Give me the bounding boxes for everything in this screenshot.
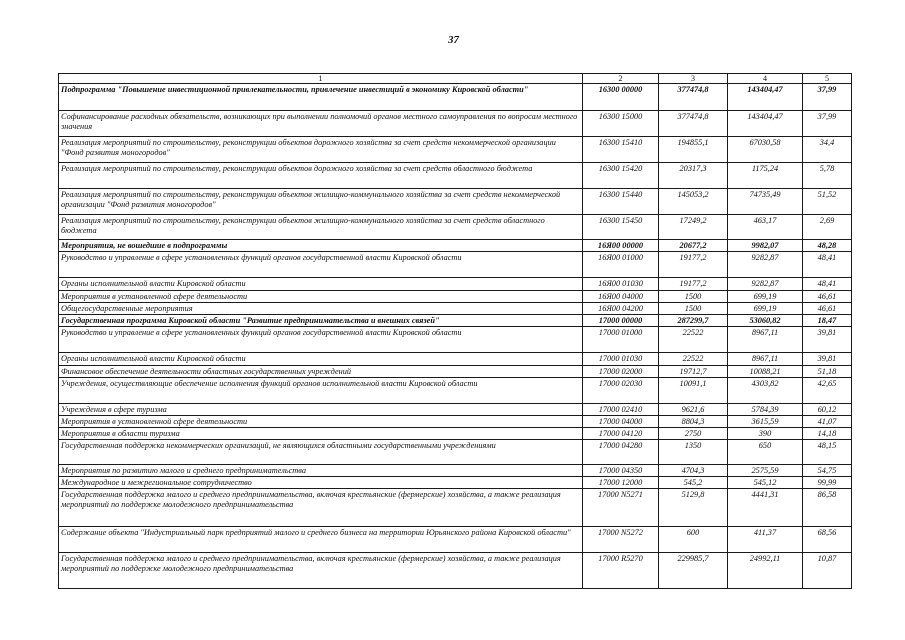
- row-plan-cell: 8804,3: [659, 416, 728, 428]
- table-header-row: [59, 74, 852, 84]
- row-name-cell: Международное и межрегиональное сотрудничество: [59, 477, 583, 489]
- row-plan-cell: 19177,2: [659, 252, 728, 278]
- table-row: [59, 327, 852, 353]
- row-percent-cell: 18,47: [803, 315, 852, 327]
- row-code-cell: 17000 N5272: [583, 527, 659, 553]
- row-name-cell: Софинансирование расходных обязательств, возникающих при выполнении полномочий органов местного самоуправления по вопросам местного значения: [59, 111, 583, 137]
- row-plan-cell: 9621,6: [659, 404, 728, 416]
- row-percent-cell: 54,75: [803, 465, 852, 477]
- row-actual-cell: 699,19: [728, 291, 803, 303]
- row-actual-cell: 1175,24: [728, 163, 803, 189]
- row-plan-cell: 20317,3: [659, 163, 728, 189]
- row-plan-cell: 377474,8: [659, 111, 728, 137]
- row-name-cell: Реализация мероприятий по строительству, реконструкции объектов жилищно-коммунального хозяйства за счет средств некоммерческой организации "Фонд развития моногородов": [59, 189, 583, 215]
- row-name-cell: Учреждения, осуществляющие обеспечение исполнения функций органов исполнительной власти Кировской области: [59, 378, 583, 404]
- table-row: [59, 315, 852, 327]
- row-plan-cell: 145053,2: [659, 189, 728, 215]
- row-percent-cell: 5,78: [803, 163, 852, 189]
- row-code-cell: 17000 01030: [583, 353, 659, 366]
- row-actual-cell: 699,19: [728, 303, 803, 315]
- table-row: [59, 440, 852, 465]
- row-name-cell: Мероприятия по развитию малого и среднего предпринимательства: [59, 465, 583, 477]
- page-number: 37: [448, 34, 459, 46]
- row-percent-cell: 48,28: [803, 240, 852, 252]
- row-code-cell: 17000 N5271: [583, 489, 659, 527]
- row-percent-cell: 10,87: [803, 553, 852, 589]
- row-actual-cell: 8967,11: [728, 353, 803, 366]
- table-row: [59, 465, 852, 477]
- row-code-cell: 16300 00000: [583, 84, 659, 111]
- table-row: [59, 527, 852, 553]
- row-actual-cell: 411,37: [728, 527, 803, 553]
- table-row: [59, 378, 852, 404]
- column-header: 5: [803, 74, 852, 84]
- row-plan-cell: 5129,8: [659, 489, 728, 527]
- row-name-cell: Мероприятия, не вошедшие в подпрограммы: [59, 240, 583, 252]
- row-name-cell: Органы исполнительной власти Кировской области: [59, 278, 583, 291]
- row-plan-cell: 10091,1: [659, 378, 728, 404]
- row-code-cell: 17000 02410: [583, 404, 659, 416]
- row-actual-cell: 3615,59: [728, 416, 803, 428]
- row-actual-cell: 9982,07: [728, 240, 803, 252]
- row-code-cell: 16300 15420: [583, 163, 659, 189]
- row-plan-cell: 1500: [659, 291, 728, 303]
- row-actual-cell: 463,17: [728, 215, 803, 240]
- row-name-cell: Содержание объекта "Индустриальный парк предприятий малого и среднего бизнеса на территории Юрьянского района Кировской области": [59, 527, 583, 553]
- row-actual-cell: 390: [728, 428, 803, 440]
- row-actual-cell: 8967,11: [728, 327, 803, 353]
- row-plan-cell: 22522: [659, 353, 728, 366]
- table-row: [59, 353, 852, 366]
- row-percent-cell: 48,15: [803, 440, 852, 465]
- row-plan-cell: 22522: [659, 327, 728, 353]
- row-code-cell: 16300 15000: [583, 111, 659, 137]
- row-plan-cell: 17249,2: [659, 215, 728, 240]
- row-name-cell: Мероприятия в установленной сфере деятельности: [59, 291, 583, 303]
- table-row: [59, 404, 852, 416]
- row-name-cell: Государственная программа Кировской области "Развитие предпринимательства и внешних связей": [59, 315, 583, 327]
- row-code-cell: 17000 04120: [583, 428, 659, 440]
- row-name-cell: Государственная поддержка некоммерческих организаций, не являющихся областными государственными учреждениями: [59, 440, 583, 465]
- row-actual-cell: 4441,31: [728, 489, 803, 527]
- row-code-cell: 17000 04000: [583, 416, 659, 428]
- column-header: 1: [59, 74, 583, 84]
- row-percent-cell: 46,61: [803, 291, 852, 303]
- row-percent-cell: 34,4: [803, 137, 852, 163]
- row-code-cell: 17000 12000: [583, 477, 659, 489]
- row-actual-cell: 10088,21: [728, 366, 803, 378]
- row-actual-cell: 67030,58: [728, 137, 803, 163]
- row-actual-cell: 143404,47: [728, 111, 803, 137]
- row-percent-cell: 60,12: [803, 404, 852, 416]
- table-row: [59, 477, 852, 489]
- row-actual-cell: 74735,49: [728, 189, 803, 215]
- row-actual-cell: 9282,87: [728, 278, 803, 291]
- row-percent-cell: 42,65: [803, 378, 852, 404]
- row-percent-cell: 86,58: [803, 489, 852, 527]
- row-plan-cell: 545,2: [659, 477, 728, 489]
- row-name-cell: Государственная поддержка малого и среднего предпринимательства, включая крестьянские (фермерские) хозяйства, а также реализация мероприятий по поддержке молодежного предпринимательства: [59, 553, 583, 589]
- row-name-cell: Руководство и управление в сфере установленных функций органов государственной власти Кировской области: [59, 252, 583, 278]
- row-name-cell: Государственная поддержка малого и среднего предпринимательства, включая крестьянские (фермерские) хозяйства, а также реализация мероприятий по поддержке молодежного предпринимательства: [59, 489, 583, 527]
- column-header: 4: [728, 74, 803, 84]
- row-code-cell: 16Я00 04200: [583, 303, 659, 315]
- row-plan-cell: 4704,3: [659, 465, 728, 477]
- row-code-cell: 17000 01000: [583, 327, 659, 353]
- row-code-cell: 16Я00 01000: [583, 252, 659, 278]
- row-percent-cell: 39,81: [803, 353, 852, 366]
- row-code-cell: 16300 15440: [583, 189, 659, 215]
- table-row: [59, 84, 852, 111]
- row-name-cell: Мероприятия в установленной сфере деятельности: [59, 416, 583, 428]
- row-percent-cell: 37,99: [803, 111, 852, 137]
- row-name-cell: Учреждения в сфере туризма: [59, 404, 583, 416]
- table-row: [59, 278, 852, 291]
- row-percent-cell: 46,61: [803, 303, 852, 315]
- row-plan-cell: 2750: [659, 428, 728, 440]
- budget-table: [58, 73, 852, 589]
- table-row: [59, 303, 852, 315]
- row-plan-cell: 377474,8: [659, 84, 728, 111]
- row-name-cell: Реализация мероприятий по строительству, реконструкции объектов жилищно-коммунального хозяйства за счет средств областного бюджета: [59, 215, 583, 240]
- row-code-cell: 16Я00 00000: [583, 240, 659, 252]
- row-percent-cell: 68,56: [803, 527, 852, 553]
- row-name-cell: Руководство и управление в сфере установленных функций органов государственной власти Кировской области: [59, 327, 583, 353]
- table-row: [59, 416, 852, 428]
- table-row: [59, 137, 852, 163]
- row-percent-cell: 51,18: [803, 366, 852, 378]
- row-code-cell: 17000 02030: [583, 378, 659, 404]
- column-header: 2: [583, 74, 659, 84]
- row-name-cell: Мероприятия в области туризма: [59, 428, 583, 440]
- row-plan-cell: 1500: [659, 303, 728, 315]
- row-code-cell: 17000 04350: [583, 465, 659, 477]
- row-percent-cell: 39,81: [803, 327, 852, 353]
- row-name-cell: Общегосударственные мероприятия: [59, 303, 583, 315]
- row-code-cell: 17000 04280: [583, 440, 659, 465]
- row-percent-cell: 51,52: [803, 189, 852, 215]
- table-row: [59, 189, 852, 215]
- row-name-cell: Реализация мероприятий по строительству, реконструкции объектов дорожного хозяйства за счет средств областного бюджета: [59, 163, 583, 189]
- column-header: 3: [659, 74, 728, 84]
- row-code-cell: 16Я00 01030: [583, 278, 659, 291]
- row-plan-cell: 20677,2: [659, 240, 728, 252]
- row-name-cell: Финансовое обеспечение деятельности областных государственных учреждений: [59, 366, 583, 378]
- row-percent-cell: 2,69: [803, 215, 852, 240]
- row-code-cell: 16300 15450: [583, 215, 659, 240]
- table-row: [59, 366, 852, 378]
- row-actual-cell: 2575,59: [728, 465, 803, 477]
- row-plan-cell: 19177,2: [659, 278, 728, 291]
- row-actual-cell: 545,12: [728, 477, 803, 489]
- row-code-cell: 17000 00000: [583, 315, 659, 327]
- row-plan-cell: 19712,7: [659, 366, 728, 378]
- table-row: [59, 163, 852, 189]
- table-row: [59, 215, 852, 240]
- row-actual-cell: 9282,87: [728, 252, 803, 278]
- row-actual-cell: 5784,39: [728, 404, 803, 416]
- row-actual-cell: 650: [728, 440, 803, 465]
- row-percent-cell: 41,07: [803, 416, 852, 428]
- row-plan-cell: 287299,7: [659, 315, 728, 327]
- row-actual-cell: 4303,82: [728, 378, 803, 404]
- table-row: [59, 240, 852, 252]
- table-row: [59, 553, 852, 589]
- row-plan-cell: 194855,1: [659, 137, 728, 163]
- row-percent-cell: 37,99: [803, 84, 852, 111]
- row-name-cell: Реализация мероприятий по строительству, реконструкции объектов дорожного хозяйства за счет средств некоммерческой организации "Фонд развития моногородов": [59, 137, 583, 163]
- row-code-cell: 17000 R5270: [583, 553, 659, 589]
- table-row: [59, 489, 852, 527]
- row-actual-cell: 143404,47: [728, 84, 803, 111]
- table-row: [59, 252, 852, 278]
- row-percent-cell: 48,41: [803, 278, 852, 291]
- row-plan-cell: 600: [659, 527, 728, 553]
- row-plan-cell: 1350: [659, 440, 728, 465]
- row-name-cell: Подпрограмма "Повышение инвестиционной привлекательности, привлечение инвестиций в экономику Кировской области": [59, 84, 583, 111]
- row-actual-cell: 53060,82: [728, 315, 803, 327]
- table-row: [59, 428, 852, 440]
- row-percent-cell: 14,18: [803, 428, 852, 440]
- row-name-cell: Органы исполнительной власти Кировской области: [59, 353, 583, 366]
- row-code-cell: 17000 02000: [583, 366, 659, 378]
- row-actual-cell: 24992,11: [728, 553, 803, 589]
- row-plan-cell: 229985,7: [659, 553, 728, 589]
- table-row: [59, 291, 852, 303]
- row-code-cell: 16Я00 04000: [583, 291, 659, 303]
- row-code-cell: 16300 15410: [583, 137, 659, 163]
- row-percent-cell: 99,99: [803, 477, 852, 489]
- row-percent-cell: 48,41: [803, 252, 852, 278]
- table-row: [59, 111, 852, 137]
